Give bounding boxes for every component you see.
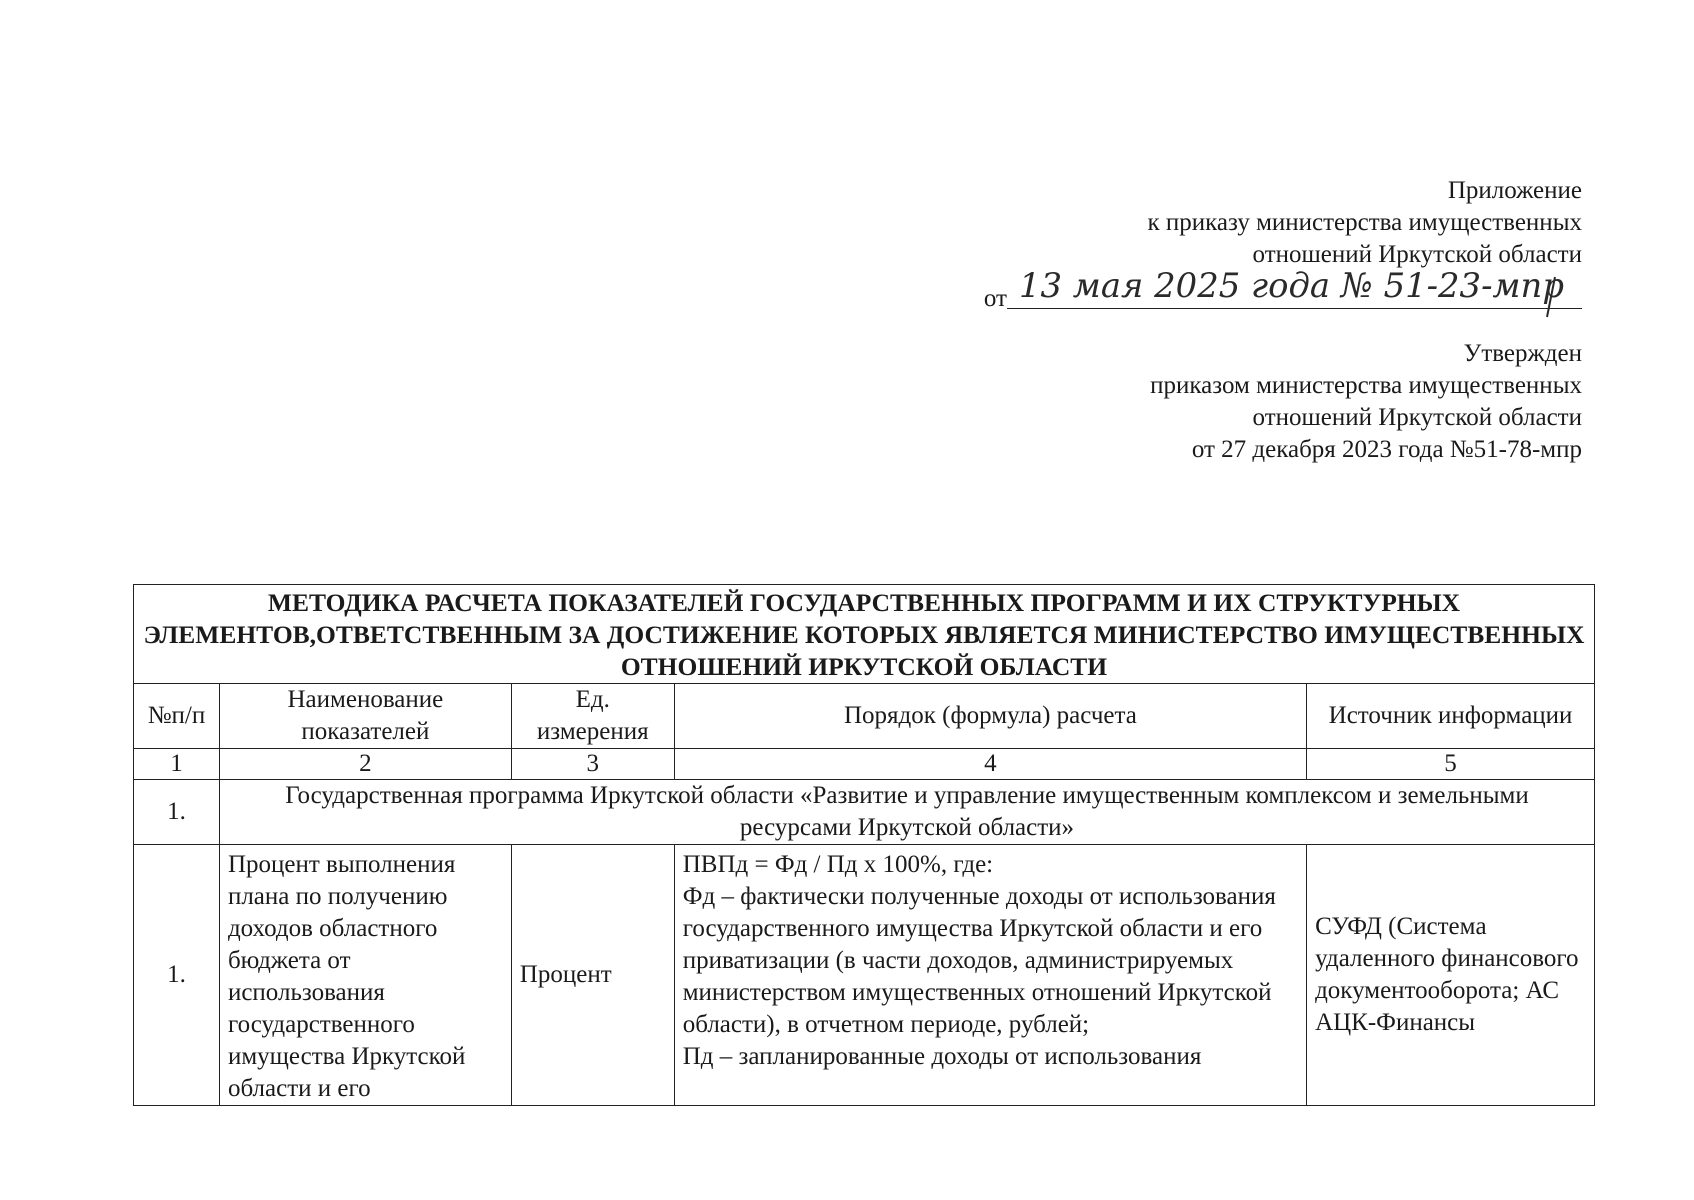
- program-num: 1.: [134, 780, 220, 845]
- program-row: [134, 780, 1595, 845]
- header-unit: Ед. измерения: [511, 684, 674, 749]
- handwritten-order-number: [1007, 257, 1582, 321]
- header-formula: Порядок (формула) расчета: [674, 684, 1306, 749]
- formula-line: Пд – запланированные доходы от использования: [682, 1043, 1202, 1070]
- formula-line: ПВПд = Фд / Пд х 100%, где:: [682, 851, 994, 878]
- header-source: Источник информации: [1307, 684, 1595, 749]
- column-number: 1: [134, 749, 220, 780]
- approved-line-2: отношений Иркутской области: [1252, 404, 1582, 431]
- column-number: 4: [674, 749, 1306, 780]
- handwritten-order-field: [1007, 266, 1582, 315]
- attachment-title: Приложение: [1447, 177, 1582, 204]
- column-number: 3: [511, 749, 674, 780]
- handwritten-order-text: 13 мая 2025 года № 51-23-мпр: [1019, 266, 1564, 306]
- attachment-header: [984, 175, 1582, 317]
- program-title: Государственная программа Иркутской области «Развитие и управление имущественным комплексом и земельными ресурсами Иркутской области»: [219, 780, 1594, 845]
- calculation-formula: [674, 845, 1306, 1106]
- column-number: 5: [1307, 749, 1595, 780]
- column-number: 2: [219, 749, 511, 780]
- approved-title: Утвержден: [1463, 340, 1582, 367]
- table-header-row: [134, 684, 1595, 749]
- column-number-row: [134, 749, 1595, 780]
- order-prefix: от: [983, 285, 1007, 312]
- formula-line: Фд – фактически полученные доходы от использования государственного имущества Иркутской области и его приватизации (в части доходов, администрируемых министерством имущественных отношений Иркутской области), в отчетном периоде, рублей;: [682, 883, 1276, 1038]
- approved-line-1: приказом министерства имущественных: [1150, 372, 1582, 399]
- attachment-line-1: к приказу министерства имущественных: [1147, 209, 1582, 236]
- approved-header: [1150, 338, 1582, 466]
- table-title-row: [134, 585, 1595, 684]
- approved-line-3: от 27 декабря 2023 года №51-78-мпр: [1191, 436, 1582, 463]
- row-num: 1.: [134, 845, 220, 1106]
- methodology-table: [133, 584, 1595, 1106]
- attachment-line-2: отношений Иркутской области: [1252, 241, 1582, 268]
- order-date-line: [983, 266, 1582, 317]
- indicator-unit: Процент: [511, 845, 674, 1106]
- table-row: [134, 845, 1595, 1106]
- information-source: СУФД (Системa удаленного финансового документооборота; АС АЦК-Финансы: [1307, 845, 1595, 1106]
- header-name: Наименование показателей: [219, 684, 511, 749]
- header-num: №п/п: [134, 684, 220, 749]
- indicator-name: Процент выполнения плана по получению доходов областного бюджета от использования государственного имущества Иркутской области и его: [219, 845, 511, 1106]
- table-title: МЕТОДИКА РАСЧЕТА ПОКАЗАТЕЛЕЙ ГОСУДАРСТВЕННЫХ ПРОГРАММ И ИХ СТРУКТУРНЫХ ЭЛЕМЕНТОВ,ОТВЕТСТВЕННЫМ ЗА ДОСТИЖЕНИЕ КОТОРЫХ ЯВЛЯЕТСЯ МИНИСТЕРСТВО ИМУЩЕСТВЕННЫХ ОТНОШЕНИЙ ИРКУТСКОЙ ОБЛАСТИ: [134, 585, 1595, 684]
